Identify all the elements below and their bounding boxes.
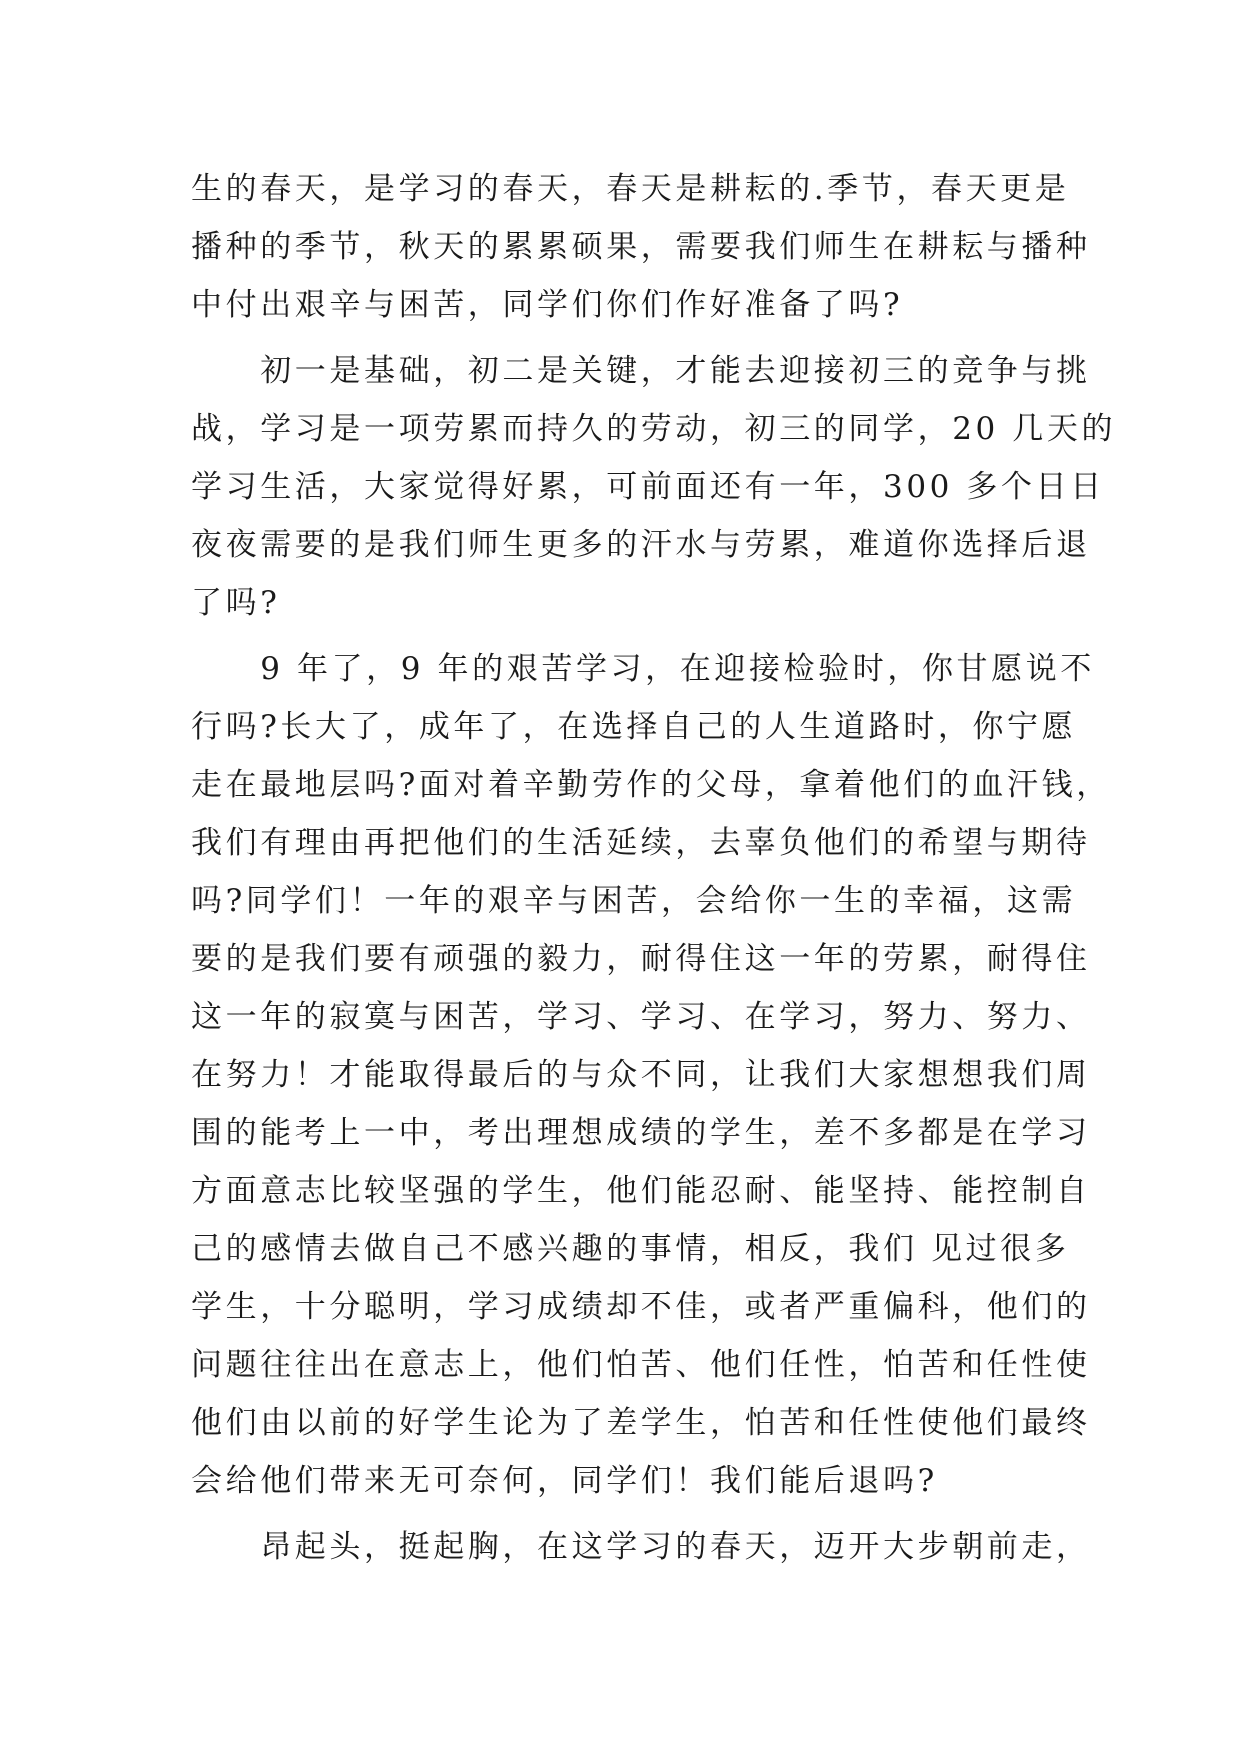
text-line: 己的感情去做自己不感兴趣的事情，相反，我们 见过很多 xyxy=(191,1231,1070,1267)
text-line: 战，学习是一项劳累而持久的劳动，初三的同学，20 几天的 xyxy=(191,411,1117,447)
paragraph xyxy=(191,1518,1091,1576)
text-line: 初一是基础，初二是关键，才能去迎接初三的竞争与挑 xyxy=(191,353,1091,389)
text-line: 9 年了，9 年的艰苦学习，在迎接检验时，你甘愿说不 xyxy=(191,651,1095,687)
text-line: 昂起头，挺起胸，在这学习的春天，迈开大步朝前走， xyxy=(191,1529,1091,1565)
text-line: 问题往往出在意志上，他们怕苦、他们任性，怕苦和任性使 xyxy=(191,1347,1091,1383)
text-line: 生的春天，是学习的春天，春天是耕耘的.季节，春天更是 xyxy=(191,171,1070,207)
text-line: 他们由以前的好学生论为了差学生，怕苦和任性使他们最终 xyxy=(191,1405,1091,1441)
text-line: 我们有理由再把他们的生活延续，去辜负他们的希望与期待 xyxy=(191,825,1091,861)
paragraph-gap xyxy=(191,1510,1051,1518)
text-line: 方面意志比较坚强的学生，他们能忍耐、能坚持、能控制自 xyxy=(191,1173,1091,1209)
text-line: 在努力！才能取得最后的与众不同，让我们大家想想我们周 xyxy=(191,1057,1091,1093)
text-line: 这一年的寂寞与困苦，学习、学习、在学习，努力、努力、 xyxy=(191,999,1091,1035)
text-line: 播种的季节，秋天的累累硕果，需要我们师生在耕耘与播种 xyxy=(191,229,1091,265)
paragraph-gap xyxy=(191,632,1051,640)
text-line: 要的是我们要有顽强的毅力，耐得住这一年的劳累，耐得住 xyxy=(191,941,1091,977)
paragraph xyxy=(191,160,1091,334)
text-line: 中付出艰辛与困苦，同学们你们作好准备了吗? xyxy=(191,287,904,323)
paragraph xyxy=(191,640,1111,1510)
text-line: 学生，十分聪明，学习成绩却不佳，或者严重偏科，他们的 xyxy=(191,1289,1091,1325)
text-line: 吗?同学们！一年的艰辛与困苦，会给你一生的幸福，这需 xyxy=(191,883,1077,919)
paragraph-gap xyxy=(191,334,1051,342)
text-line: 了吗? xyxy=(191,585,281,621)
text-line: 会给他们带来无可奈何，同学们！我们能后退吗? xyxy=(191,1463,938,1499)
text-line: 行吗?长大了，成年了，在选择自己的人生道路时，你宁愿 xyxy=(191,709,1077,745)
text-line: 夜夜需要的是我们师生更多的汗水与劳累，难道你选择后退 xyxy=(191,527,1091,563)
document-body xyxy=(191,160,1117,1576)
text-line: 学习生活，大家觉得好累，可前面还有一年，300 多个日日 xyxy=(191,469,1105,505)
text-line: 走在最地层吗?面对着辛勤劳作的父母，拿着他们的血汗钱， xyxy=(191,767,1111,803)
text-line: 围的能考上一中，考出理想成绩的学生，差不多都是在学习 xyxy=(191,1115,1091,1151)
paragraph xyxy=(191,342,1117,632)
